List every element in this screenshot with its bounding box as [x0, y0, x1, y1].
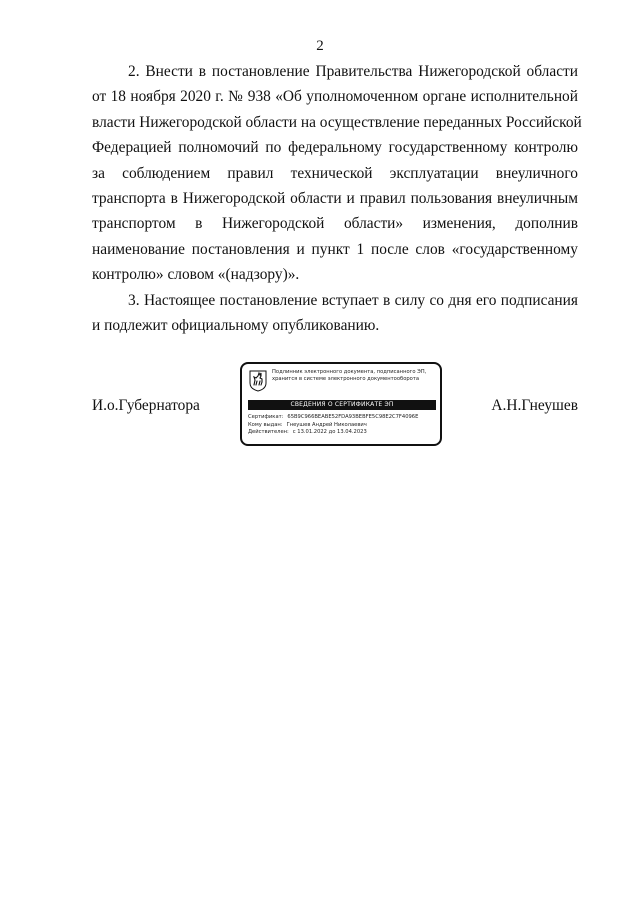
coat-of-arms-icon: [249, 370, 267, 392]
certificate-row: [248, 414, 440, 422]
paragraph-2: [92, 59, 582, 288]
paragraph-2-line: Федерацией полномочий по федеральному государственному контролю: [92, 139, 578, 157]
signer-name: А.Н.Гнеушев: [491, 397, 578, 414]
stamp-notice-line: хранится в системе электронного документооборота: [272, 376, 420, 382]
paragraph-2-line: от 18 ноября 2020 г. № 938 «Об уполномоченном органе исполнительной: [92, 88, 578, 106]
certificate-value: 65B9C966BEABE52FDA93BEBFE5C98E2C7F4096E: [287, 414, 419, 420]
paragraph-3: [92, 288, 578, 339]
issued-to-row: [248, 422, 440, 430]
electronic-signature-stamp: [240, 362, 442, 446]
paragraph-2-line: наименование постановления и пункт 1 после слов «государственному: [92, 240, 578, 258]
paragraph-2-line: транспортом в Нижегородской области» изменения, дополнив: [92, 215, 578, 233]
stamp-notice: [272, 369, 438, 383]
paragraph-2-line: 2. Внести в постановление Правительства Нижегородской области: [128, 63, 578, 80]
issued-to-value: Гнеушев Андрей Николаевич: [286, 421, 367, 428]
paragraph-2-line: за соблюдением правил технической эксплуатации внеуличного: [92, 164, 578, 182]
issued-to-label: Кому выдан:: [248, 421, 283, 428]
validity-value: с 13.01.2022 до 13.04.2023: [292, 429, 367, 435]
signer-title: И.о.Губернатора: [92, 397, 200, 414]
validity-label: Действителен:: [248, 429, 289, 435]
paragraph-3-line: и подлежит официальному опубликованию.: [92, 317, 380, 335]
page-number: 2: [316, 38, 324, 54]
paragraph-3-line: 3. Настоящее постановление вступает в силу со дня его подписания: [128, 292, 578, 309]
stamp-notice-line: Подлинник электронного документа, подписанного ЭП,: [272, 369, 427, 375]
paragraph-2-line: власти Нижегородской области на осуществление переданных Российской: [92, 113, 582, 131]
paragraph-2-line: транспорта в Нижегородской области и правил пользования внеуличным: [92, 190, 578, 208]
certificate-label: Сертификат:: [248, 414, 284, 420]
stamp-header: СВЕДЕНИЯ О СЕРТИФИКАТЕ ЭП: [248, 400, 436, 410]
stamp-details: [248, 414, 440, 437]
validity-row: [248, 429, 440, 437]
paragraph-2-line: контролю» словом «(надзору)».: [92, 266, 300, 284]
